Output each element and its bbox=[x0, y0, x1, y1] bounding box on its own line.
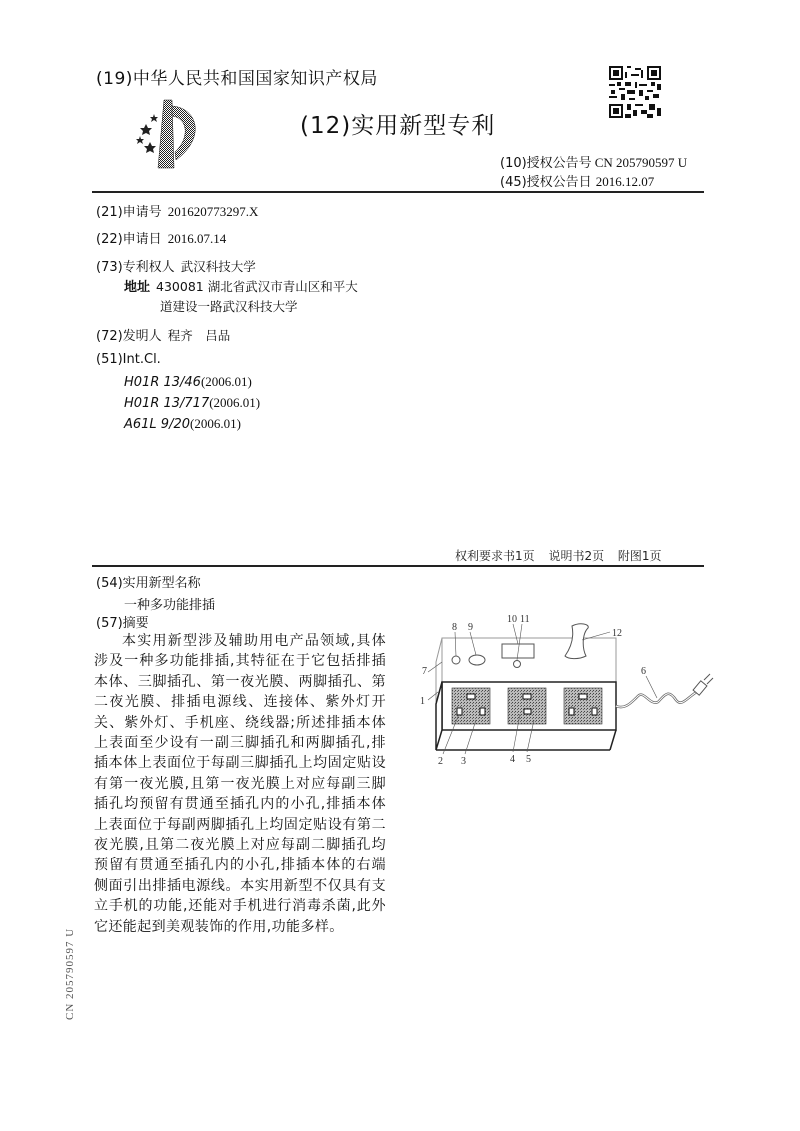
patentee-field bbox=[96, 256, 256, 275]
address-line2: 道建设一路武汉科技大学 bbox=[160, 299, 298, 314]
uv-lamp bbox=[469, 655, 485, 665]
inventors: 程齐 吕品 bbox=[167, 328, 231, 343]
label-7: 7 bbox=[422, 666, 427, 677]
application-number-label: (21)申请号 bbox=[96, 205, 162, 220]
utility-model-title-label: (54)实用新型名称 bbox=[96, 576, 201, 591]
inventors-field bbox=[96, 325, 230, 344]
patentee: 武汉科技大学 bbox=[180, 259, 256, 274]
label-1: 1 bbox=[420, 696, 425, 707]
address-field bbox=[124, 276, 358, 295]
socket-panel-2 bbox=[508, 688, 546, 724]
application-number: 201620773297.X bbox=[167, 204, 259, 219]
section-divider bbox=[92, 565, 704, 567]
label-9: 9 bbox=[468, 622, 473, 633]
ipc-entry bbox=[124, 395, 260, 411]
document-type: (12)实用新型专利 bbox=[300, 113, 496, 139]
socket-panel-1 bbox=[452, 688, 490, 724]
ipc-label: (51)Int.Cl. bbox=[96, 352, 161, 367]
uv-switch bbox=[452, 656, 460, 664]
inventors-label: (72)发明人 bbox=[96, 329, 162, 344]
page-counts: 权利要求书1页 说明书2页 附图1页 bbox=[455, 549, 662, 563]
label-4: 4 bbox=[510, 754, 515, 765]
issuing-office: (19)中华人民共和国国家知识产权局 bbox=[96, 69, 378, 89]
ipc-entry bbox=[124, 416, 241, 432]
utility-model-title: 一种多功能排插 bbox=[124, 598, 216, 613]
publication-date-label: (45)授权公告日 bbox=[500, 175, 592, 190]
patentee-label: (73)专利权人 bbox=[96, 260, 175, 275]
power-strip-figure bbox=[410, 612, 720, 772]
filing-date-label: (22)申请日 bbox=[96, 232, 162, 247]
address-line1: 430081 湖北省武汉市青山区和平大 bbox=[156, 279, 358, 294]
ipc-version: (2006.01) bbox=[200, 374, 252, 389]
publication-number-row bbox=[500, 152, 687, 171]
label-12: 12 bbox=[612, 628, 622, 639]
cnipa-logo bbox=[128, 98, 218, 170]
abstract-text: 本实用新型涉及辅助用电产品领域,具体涉及一种多功能排插,其特征在于它包括排插本体、三脚插孔、第一夜光膜、两脚插孔、第二夜光膜、排插电源线、连接体、紫外灯开关、紫外灯、手机座、绕线器;所述排插本体上表面至少设有一副三脚插孔和两脚插孔,排插本体上表面位于每副三脚插孔上均固定贴设有第一夜光膜,且第一夜光膜上对应每副三脚插孔均预留有贯通至插孔内的小孔,排插本体上表面位于每副两脚插孔上均固定贴设有第二夜光膜,且第二夜光膜上对应每副二脚插孔均预留有贯通至插孔内的小孔,排插本体的右端侧面引出排插电源线。本实用新型不仅具有支立手机的功能,还能对手机进行消毒杀菌,此外它还能起到美观装饰的作用,功能多样。 bbox=[94, 633, 386, 935]
publication-date: 2016.12.07 bbox=[595, 174, 655, 189]
ipc-code: H01R 13/46 bbox=[124, 375, 201, 390]
ipc-code: A61L 9/20 bbox=[124, 417, 191, 432]
publication-number-label: (10)授权公告号 bbox=[500, 156, 592, 171]
application-number-field bbox=[96, 201, 258, 220]
filing-date-field bbox=[96, 228, 226, 247]
header-divider bbox=[92, 191, 704, 193]
abstract-label: (57)摘要 bbox=[96, 616, 149, 631]
label-5: 5 bbox=[526, 754, 531, 765]
label-2: 2 bbox=[438, 756, 443, 767]
label-6: 6 bbox=[641, 666, 646, 677]
ipc-version: (2006.01) bbox=[190, 416, 241, 431]
ipc-version: (2006.01) bbox=[209, 395, 261, 410]
publication-number: CN 205790597 U bbox=[594, 155, 688, 170]
ipc-entry bbox=[124, 374, 252, 390]
label-11: 11 bbox=[520, 614, 530, 625]
address-label: 地址 bbox=[124, 280, 151, 295]
label-8: 8 bbox=[452, 622, 457, 633]
socket-panel-3 bbox=[564, 688, 602, 724]
filing-date: 2016.07.14 bbox=[167, 231, 227, 246]
publication-date-row bbox=[500, 171, 654, 190]
label-10: 10 bbox=[507, 614, 517, 625]
label-3: 3 bbox=[461, 756, 466, 767]
side-publication-number: CN 205790597 U bbox=[64, 927, 76, 1020]
qr-code bbox=[609, 66, 661, 118]
ipc-code: H01R 13/717 bbox=[124, 396, 210, 411]
